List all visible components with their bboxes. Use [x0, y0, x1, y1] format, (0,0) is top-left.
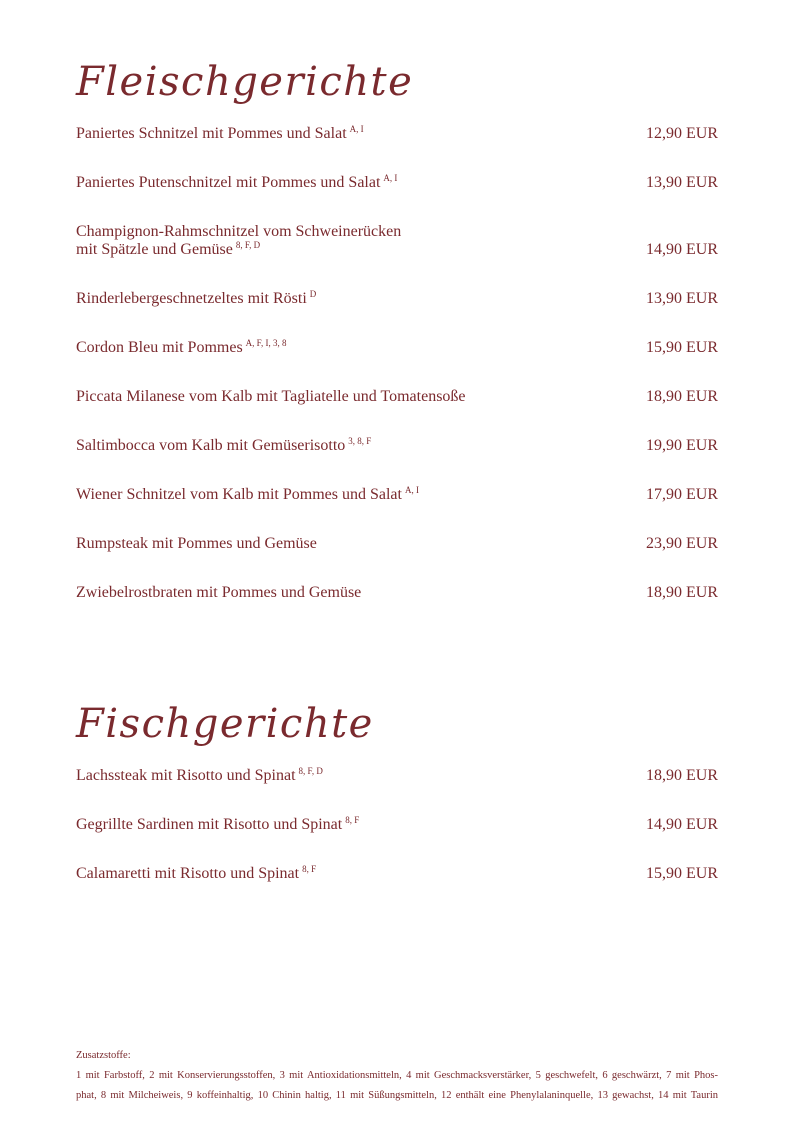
item-price: 14,90 EUR: [646, 241, 718, 258]
item-price: 18,90 EUR: [646, 767, 718, 784]
item-name: Paniertes Schnitzel mit Pommes und Salat $^{A, I}$: [76, 124, 364, 142]
additives-line: phat, 8 mit Milcheiweis, 9 koffeinhaltig, 10 Chinin haltig, 11 mit Süßungsmitteln, 12 enthält eine Phenylalaninquelle, 13 gewachst, 14 mit Taurin: [76, 1090, 718, 1101]
item-price: 19,90 EUR: [646, 437, 718, 454]
section-title-fischgerichte: Fischgerichte: [76, 701, 374, 747]
allergen-codes: 3, 8, F: [348, 436, 372, 446]
menu-item: [76, 535, 718, 553]
menu-item: [76, 339, 718, 357]
menu-item: [76, 865, 718, 883]
item-price: 23,90 EUR: [646, 535, 718, 552]
item-name: Wiener Schnitzel vom Kalb mit Pommes und Salat $^{A, I}$: [76, 485, 419, 503]
item-name: Paniertes Putenschnitzel mit Pommes und Salat $^{A, I}$: [76, 173, 398, 191]
menu-item: [76, 816, 718, 834]
item-name: Calamaretti mit Risotto und Spinat $^{8, F}$: [76, 864, 317, 882]
item-name: Lachssteak mit Risotto und Spinat $^{8, F, D}$: [76, 766, 323, 784]
allergen-codes: 8, F: [345, 815, 360, 825]
section-title-fleischgerichte: Fleischgerichte: [76, 59, 414, 105]
menu-item: [76, 174, 718, 192]
item-name: Champignon-Rahmschnitzel vom Schweinerücken mit Spätzle und Gemüse $^{8, F, D}$: [76, 223, 402, 258]
additives-footnote: [76, 1046, 718, 1106]
item-price: 15,90 EUR: [646, 339, 718, 356]
item-name: Rinderlebergeschnetzeltes mit Rösti $^D$: [76, 289, 317, 307]
item-price: 13,90 EUR: [646, 290, 718, 307]
item-price: 18,90 EUR: [646, 388, 718, 405]
allergen-codes: A, I: [349, 124, 364, 134]
item-name: Piccata Milanese vom Kalb mit Tagliatelle und Tomatensoße: [76, 388, 466, 405]
menu-item: [76, 125, 718, 143]
item-price: 17,90 EUR: [646, 486, 718, 503]
additives-title: Zusatzstoffe:: [76, 1050, 131, 1061]
item-price: 14,90 EUR: [646, 816, 718, 833]
item-price: 12,90 EUR: [646, 125, 718, 142]
menu-item: [76, 388, 718, 406]
menu-item: [76, 584, 718, 602]
menu-item: [76, 486, 718, 504]
additives-line: 1 mit Farbstoff, 2 mit Konservierungsstoffen, 3 mit Antioxidationsmitteln, 4 mit Geschmacksverstärker, 5 geschwefelt, 6 geschwärzt, 7 mit Phos-: [76, 1070, 718, 1081]
allergen-codes: D: [309, 289, 317, 299]
menu-item: [76, 290, 718, 308]
allergen-codes: 8, F, D: [298, 766, 323, 776]
allergen-codes: A, F, I, 3, 8: [245, 338, 287, 348]
allergen-codes: 8, F, D: [235, 240, 261, 250]
item-name: Cordon Bleu mit Pommes $^{A, F, I, 3, 8}$: [76, 338, 287, 356]
allergen-codes: A, I: [404, 485, 419, 495]
item-price: 18,90 EUR: [646, 584, 718, 601]
item-price: 13,90 EUR: [646, 174, 718, 191]
item-price: 15,90 EUR: [646, 865, 718, 882]
item-name: Saltimbocca vom Kalb mit Gemüserisotto $^{3, 8, F}$: [76, 436, 372, 454]
menu-item: [76, 767, 718, 785]
menu-item: [76, 223, 718, 259]
item-name: Gegrillte Sardinen mit Risotto und Spinat $^{8, F}$: [76, 815, 360, 833]
allergen-codes: A, I: [383, 173, 398, 183]
allergen-codes: 8, F: [302, 864, 317, 874]
menu-item: [76, 437, 718, 455]
item-name: Zwiebelrostbraten mit Pommes und Gemüse: [76, 584, 362, 601]
item-name: Rumpsteak mit Pommes und Gemüse: [76, 535, 317, 552]
